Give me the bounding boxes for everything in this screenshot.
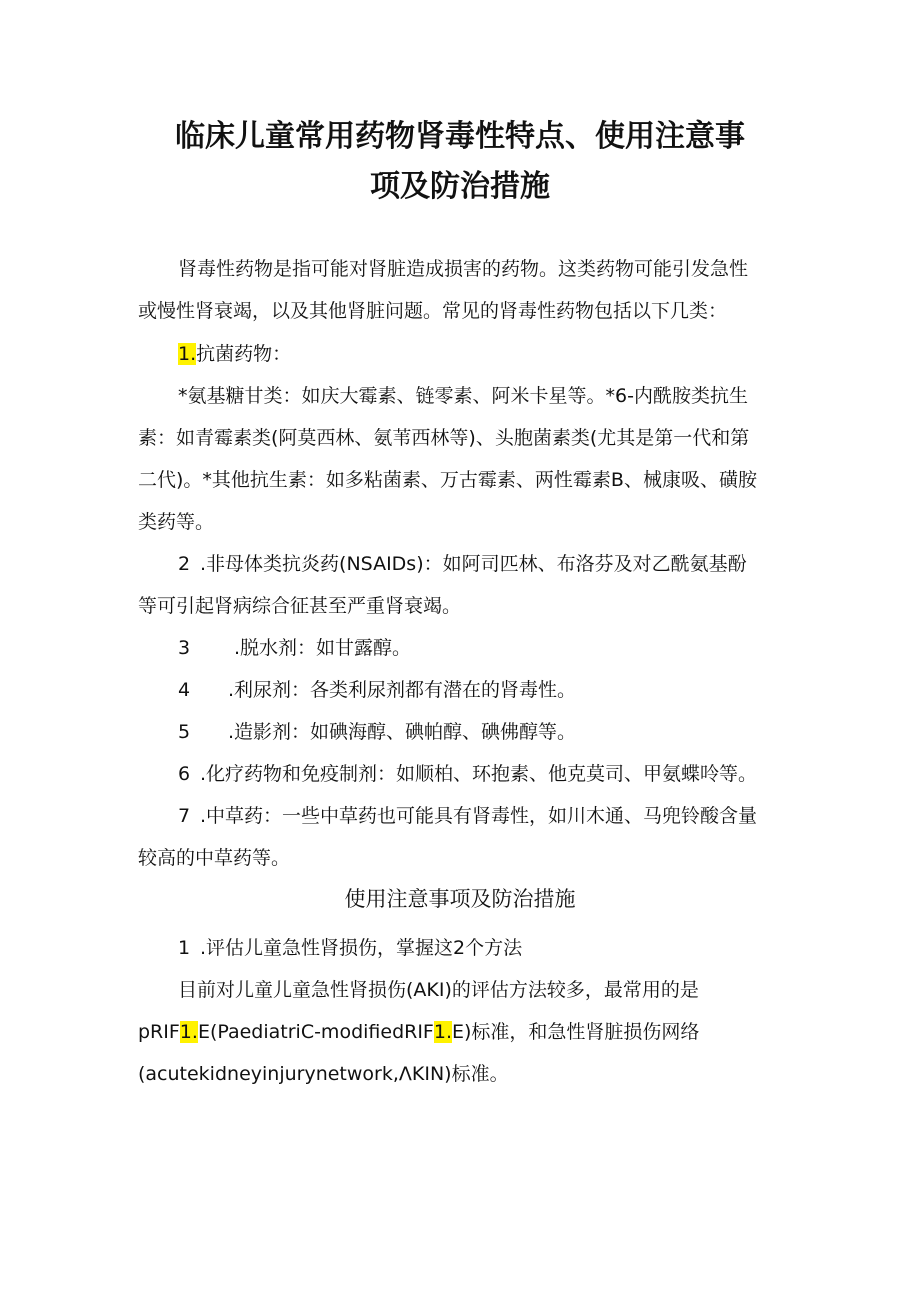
document-title-line2: 项及防治措施 — [370, 169, 550, 204]
list-item-3 — [178, 633, 411, 663]
list-item-4-number: 4 — [178, 679, 191, 701]
antibiotics-line-2: 素：如青霉素类(阿莫西林、氨苇西林等)、头胞菌素类(尤其是第一代和第 — [138, 427, 750, 449]
list-item-3-number: 3 — [178, 637, 191, 659]
list-item-2 — [178, 549, 747, 579]
list-item-5-number: 5 — [178, 721, 191, 743]
list-item-1-text: 抗菌药物： — [196, 343, 292, 365]
intro-line-1: 肾毒性药物是指可能对肾脏造成损害的药物。这类药物可能引发急性 — [178, 258, 749, 280]
section-item-1 — [178, 933, 522, 963]
section-item-1-text: .评估儿童急性肾损伤，掌握这2个方法 — [200, 937, 523, 959]
list-item-6 — [178, 759, 757, 789]
list-item-2-number: 2 — [178, 553, 191, 575]
section-paragraph-line-2 — [138, 1017, 699, 1047]
list-item-1 — [178, 339, 291, 369]
list-item-7-text: .中草药：一些中草药也可能具有肾毒性，如川木通、马兜铃酸含量 — [200, 805, 758, 827]
list-item-5 — [178, 717, 576, 747]
antibiotics-line-1: *氨基糖甘类：如庆大霉素、链零素、阿米卡星等。*6-内酰胺类抗生 — [178, 385, 748, 407]
intro-line-2: 或慢性肾衰竭，以及其他肾脏问题。常见的肾毒性药物包括以下几类： — [138, 300, 728, 322]
list-item-6-number: 6 — [178, 763, 191, 785]
section-paragraph-line-3: (acutekidneyinjurynetwork,ΛKIN)标准。 — [138, 1063, 509, 1085]
antibiotics-line-3: 二代)。*其他抗生素：如多粘菌素、万古霉素、两性霉素B、械康吸、磺胺 — [138, 469, 757, 491]
list-item-6-text: .化疗药物和免疫制剂：如顺柏、环抱素、他克莫司、甲氨蝶呤等。 — [200, 763, 758, 785]
pRIFLE-part-2: E(PaediatriC-modifiedRIF — [197, 1021, 434, 1043]
pRIFLE-part-3: E)标准，和急性肾脏损伤网络 — [452, 1021, 700, 1043]
list-item-7-continuation: 较高的中草药等。 — [138, 847, 291, 869]
list-item-3-text: .脱水剂：如甘露醇。 — [234, 637, 412, 659]
document-title-line1: 临床儿童常用药物肾毒性特点、使用注意事 — [175, 119, 745, 154]
list-item-7-number: 7 — [178, 805, 191, 827]
section-paragraph-line-1: 目前对儿童儿童急性肾损伤(AKI)的评估方法较多，最常用的是 — [178, 979, 699, 1001]
list-item-5-text: .造影剂：如碘海醇、碘帕醇、碘佛醇等。 — [228, 721, 577, 743]
highlight-mark: 1. — [178, 343, 197, 365]
antibiotics-line-4: 类药等。 — [138, 511, 215, 533]
highlight-mark: 1. — [433, 1021, 453, 1043]
section-heading: 使用注意事项及防治措施 — [344, 887, 576, 911]
list-item-7 — [178, 801, 757, 831]
list-item-2-text: .非母体类抗炎药(NSAIDs)：如阿司匹林、布洛芬及对乙酰氨基酚 — [200, 553, 747, 575]
list-item-2-continuation: 等可引起肾病综合征甚至严重肾衰竭。 — [138, 595, 462, 617]
list-item-4 — [178, 675, 576, 705]
list-item-4-text: .利尿剂：各类利尿剂都有潜在的肾毒性。 — [228, 679, 577, 701]
pRIFLE-part-1: pRIF — [138, 1021, 180, 1043]
highlight-mark: 1. — [179, 1021, 198, 1043]
section-item-1-number: 1 — [178, 937, 191, 959]
